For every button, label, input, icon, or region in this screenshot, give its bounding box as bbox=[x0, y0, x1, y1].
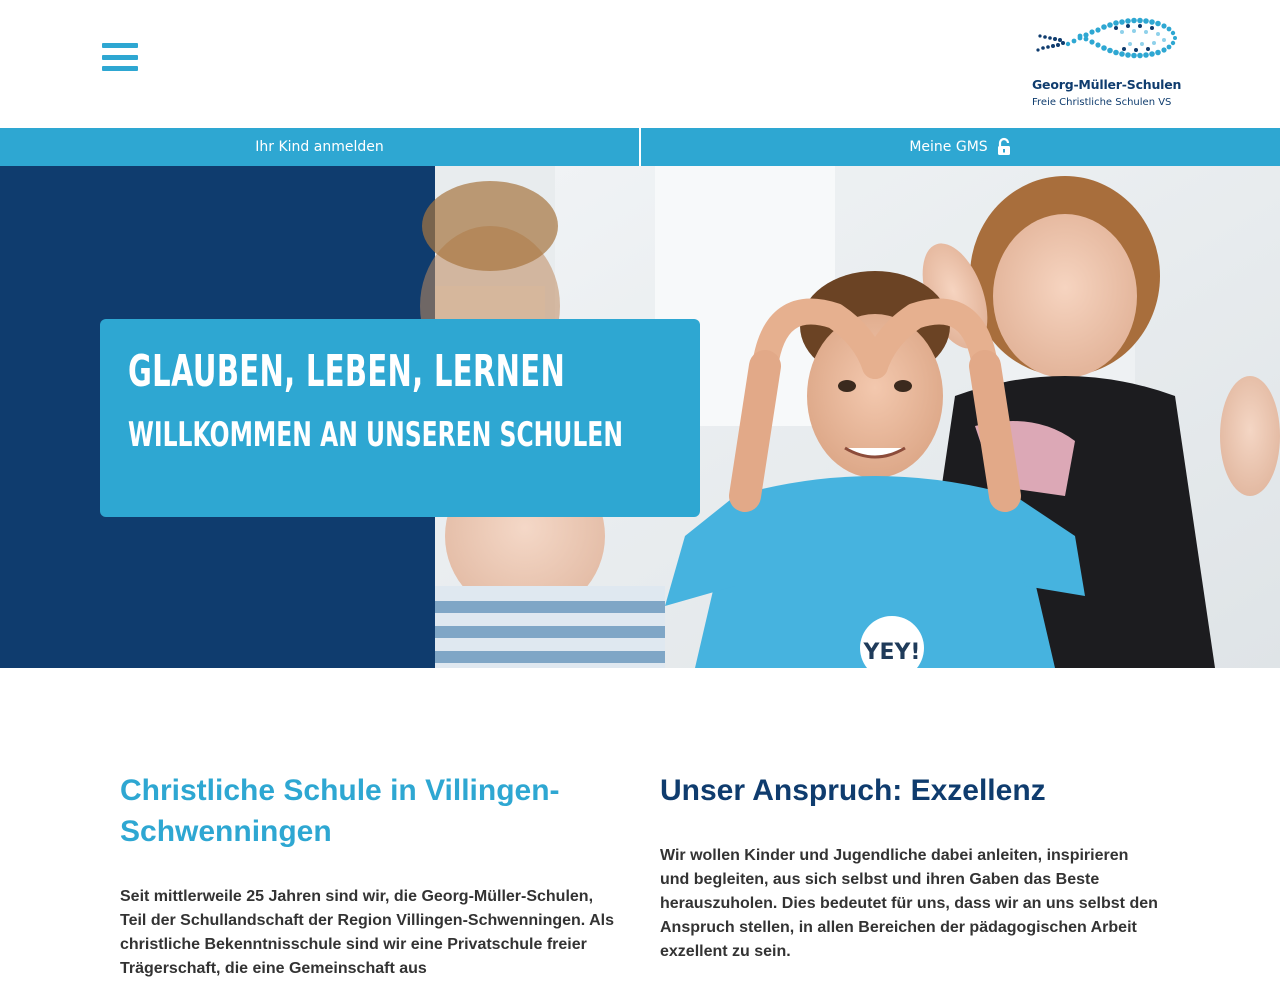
logo-name: Georg-Müller-Schulen bbox=[1032, 77, 1182, 92]
enroll-child-label: Ihr Kind anmelden bbox=[255, 139, 384, 155]
enroll-child-button[interactable] bbox=[0, 128, 639, 166]
logo-subtitle: Freie Christliche Schulen VS bbox=[1032, 97, 1172, 108]
my-gms-label: Meine GMS bbox=[909, 139, 988, 155]
my-gms-button[interactable] bbox=[641, 128, 1280, 166]
intro-left-text: Seit mittlerweile 25 Jahren sind wir, die Georg-Müller-Schulen, Teil der Schullandschaft der Region Villingen-Schwenningen. Als christliche Bekenntnisschule sind wir eine Privatschule freier Trägerschaft, die eine Gemeinschaft aus bbox=[120, 888, 614, 977]
hero-subtitle: WILLKOMMEN AN UNSEREN SCHULEN bbox=[128, 415, 623, 455]
fish-logo-icon bbox=[1028, 16, 1184, 68]
shirt-print: YEY! bbox=[863, 640, 921, 665]
action-bar bbox=[0, 128, 1280, 166]
intro-left-column bbox=[120, 770, 620, 981]
hero-section bbox=[0, 166, 1280, 668]
intro-section bbox=[0, 668, 1280, 977]
site-header bbox=[0, 0, 1280, 128]
intro-right-text: Wir wollen Kinder und Jugendliche dabei anleiten, inspirieren und begleiten, aus sich selbst und ihren Gaben das Beste herauszuholen. Dies bedeutet für uns, dass wir an uns selbst den Anspruch stellen, in allen Bereichen der pädagogischen Arbeit exzellent zu sein. bbox=[660, 847, 1158, 960]
intro-right-heading: Unser Anspruch: Exzellenz bbox=[660, 774, 1046, 807]
hero-title: GLAUBEN, LEBEN, LERNEN bbox=[128, 346, 566, 397]
site-logo[interactable] bbox=[1028, 16, 1184, 114]
hero-headline-box bbox=[100, 319, 700, 517]
unlock-icon bbox=[996, 138, 1012, 156]
hamburger-menu-icon[interactable] bbox=[102, 43, 138, 75]
intro-right-column bbox=[660, 770, 1160, 964]
intro-left-heading: Christliche Schule in Villingen-Schwenningen bbox=[120, 774, 560, 848]
